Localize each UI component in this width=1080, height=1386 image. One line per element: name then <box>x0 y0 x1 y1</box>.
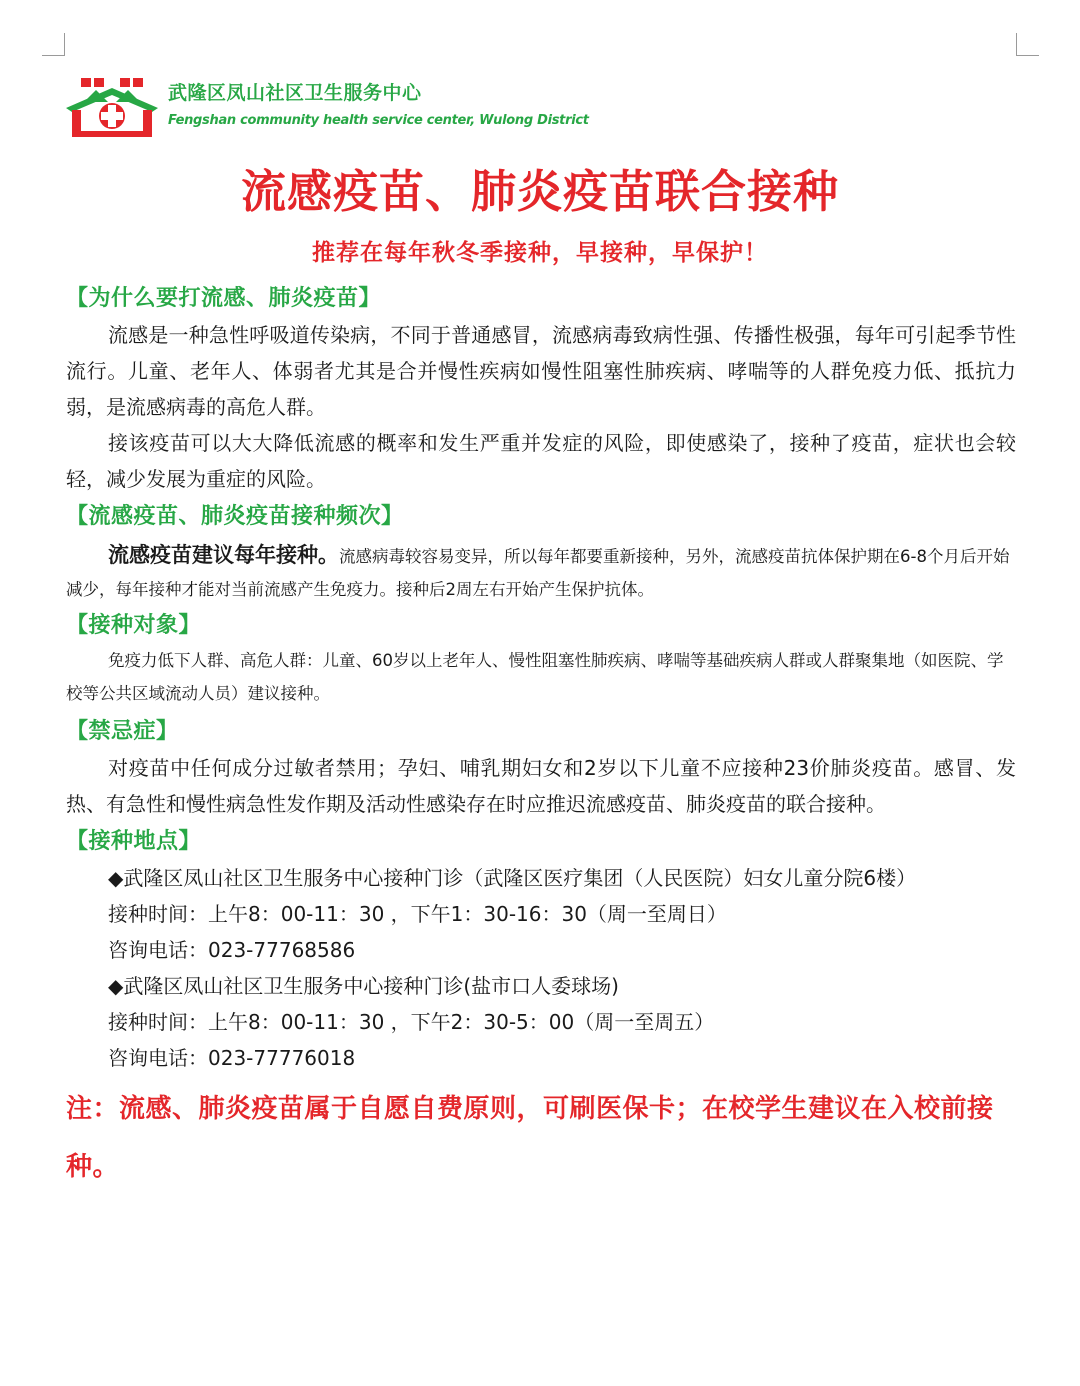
frequency-paragraph <box>66 539 1016 606</box>
contraindications-paragraph: 对疫苗中任何成分过敏者禁用；孕妇、哺乳期妇女和2岁以下儿童不应接种23价肺炎疫苗。感冒、发热、有急性和慢性病急性发作期及活动性感染存在时应推迟流感疫苗、肺炎疫苗的联合接种。 <box>66 756 1016 816</box>
location-site-1: ◆武隆区凤山社区卫生服务中心接种门诊（武隆区医疗集团（人民医院）妇女儿童分院6楼） <box>108 866 917 890</box>
organization-name: 武隆区凤山社区卫生服务中心 <box>168 82 422 104</box>
crop-mark-top-left <box>42 33 65 56</box>
site-1-hours: 接种时间：上午8：00-11：30 ，下午1：30-16：30（周一至周日） <box>108 902 727 926</box>
crop-mark-top-right <box>1016 33 1039 56</box>
frequency-lead: 流感疫苗建议每年接种。 <box>108 543 339 567</box>
site-1-phone: 咨询电话：023-77768586 <box>108 938 356 962</box>
site-2-hours: 接种时间：上午8：00-11：30 ，下午2：30-5：00（周一至周五） <box>108 1010 715 1034</box>
page-title: 流感疫苗、肺炎疫苗联合接种 <box>240 165 839 218</box>
section-heading-contraindications: 【禁忌症】 <box>66 719 179 744</box>
section-heading-target: 【接种对象】 <box>66 613 202 638</box>
site-2-phone: 咨询电话：023-77776018 <box>108 1046 356 1070</box>
main-content <box>66 281 1016 1196</box>
organization-name-english: Fengshan community health service center, Wulong District <box>168 113 589 128</box>
target-paragraph: 免疫力低下人群、高危人群：儿童、60岁以上老年人、慢性阻塞性肺疾病、哮喘等基础疾病人群或人群聚集地（如医院、学校等公共区域流动人员）建议接种。 <box>66 651 1004 703</box>
location-site-2: ◆武隆区凤山社区卫生服务中心接种门诊(盐市口人委球场) <box>108 974 619 998</box>
header <box>64 76 664 140</box>
house-with-red-cross-logo <box>64 76 160 138</box>
page-subtitle: 推荐在每年秋冬季接种，早接种，早保护！ <box>312 240 768 266</box>
section-heading-frequency: 【流感疫苗、肺炎疫苗接种频次】 <box>66 504 404 529</box>
section-heading-why: 【为什么要打流感、肺炎疫苗】 <box>66 286 382 311</box>
why-paragraph-2: 接该疫苗可以大大降低流感的概率和发生严重并发症的风险，即使感染了，接种了疫苗，症状也会较轻，减少发展为重症的风险。 <box>66 431 1016 491</box>
note: 注：流感、肺炎疫苗属于自愿自费原则，可刷医保卡；在校学生建议在入校前接种。 <box>66 1094 994 1182</box>
why-paragraph-1: 流感是一种急性呼吸道传染病，不同于普通感冒，流感病毒致病性强、传播性极强，每年可引起季节性流行。儿童、老年人、体弱者尤其是合并慢性疾病如慢性阻塞性肺疾病、哮喘等的人群免疫力低、抵抗力弱，是流感病毒的高危人群。 <box>66 323 1016 419</box>
section-heading-location: 【接种地点】 <box>66 829 202 854</box>
frequency-text: 流感病毒较容易变异，所以每年都要重新接种，另外，流感疫苗抗体保护期在6-8个月后开始减少，每年接种才能对当前流感产生免疫力。接种后2周左右开始产生保护抗体。 <box>66 547 1010 599</box>
